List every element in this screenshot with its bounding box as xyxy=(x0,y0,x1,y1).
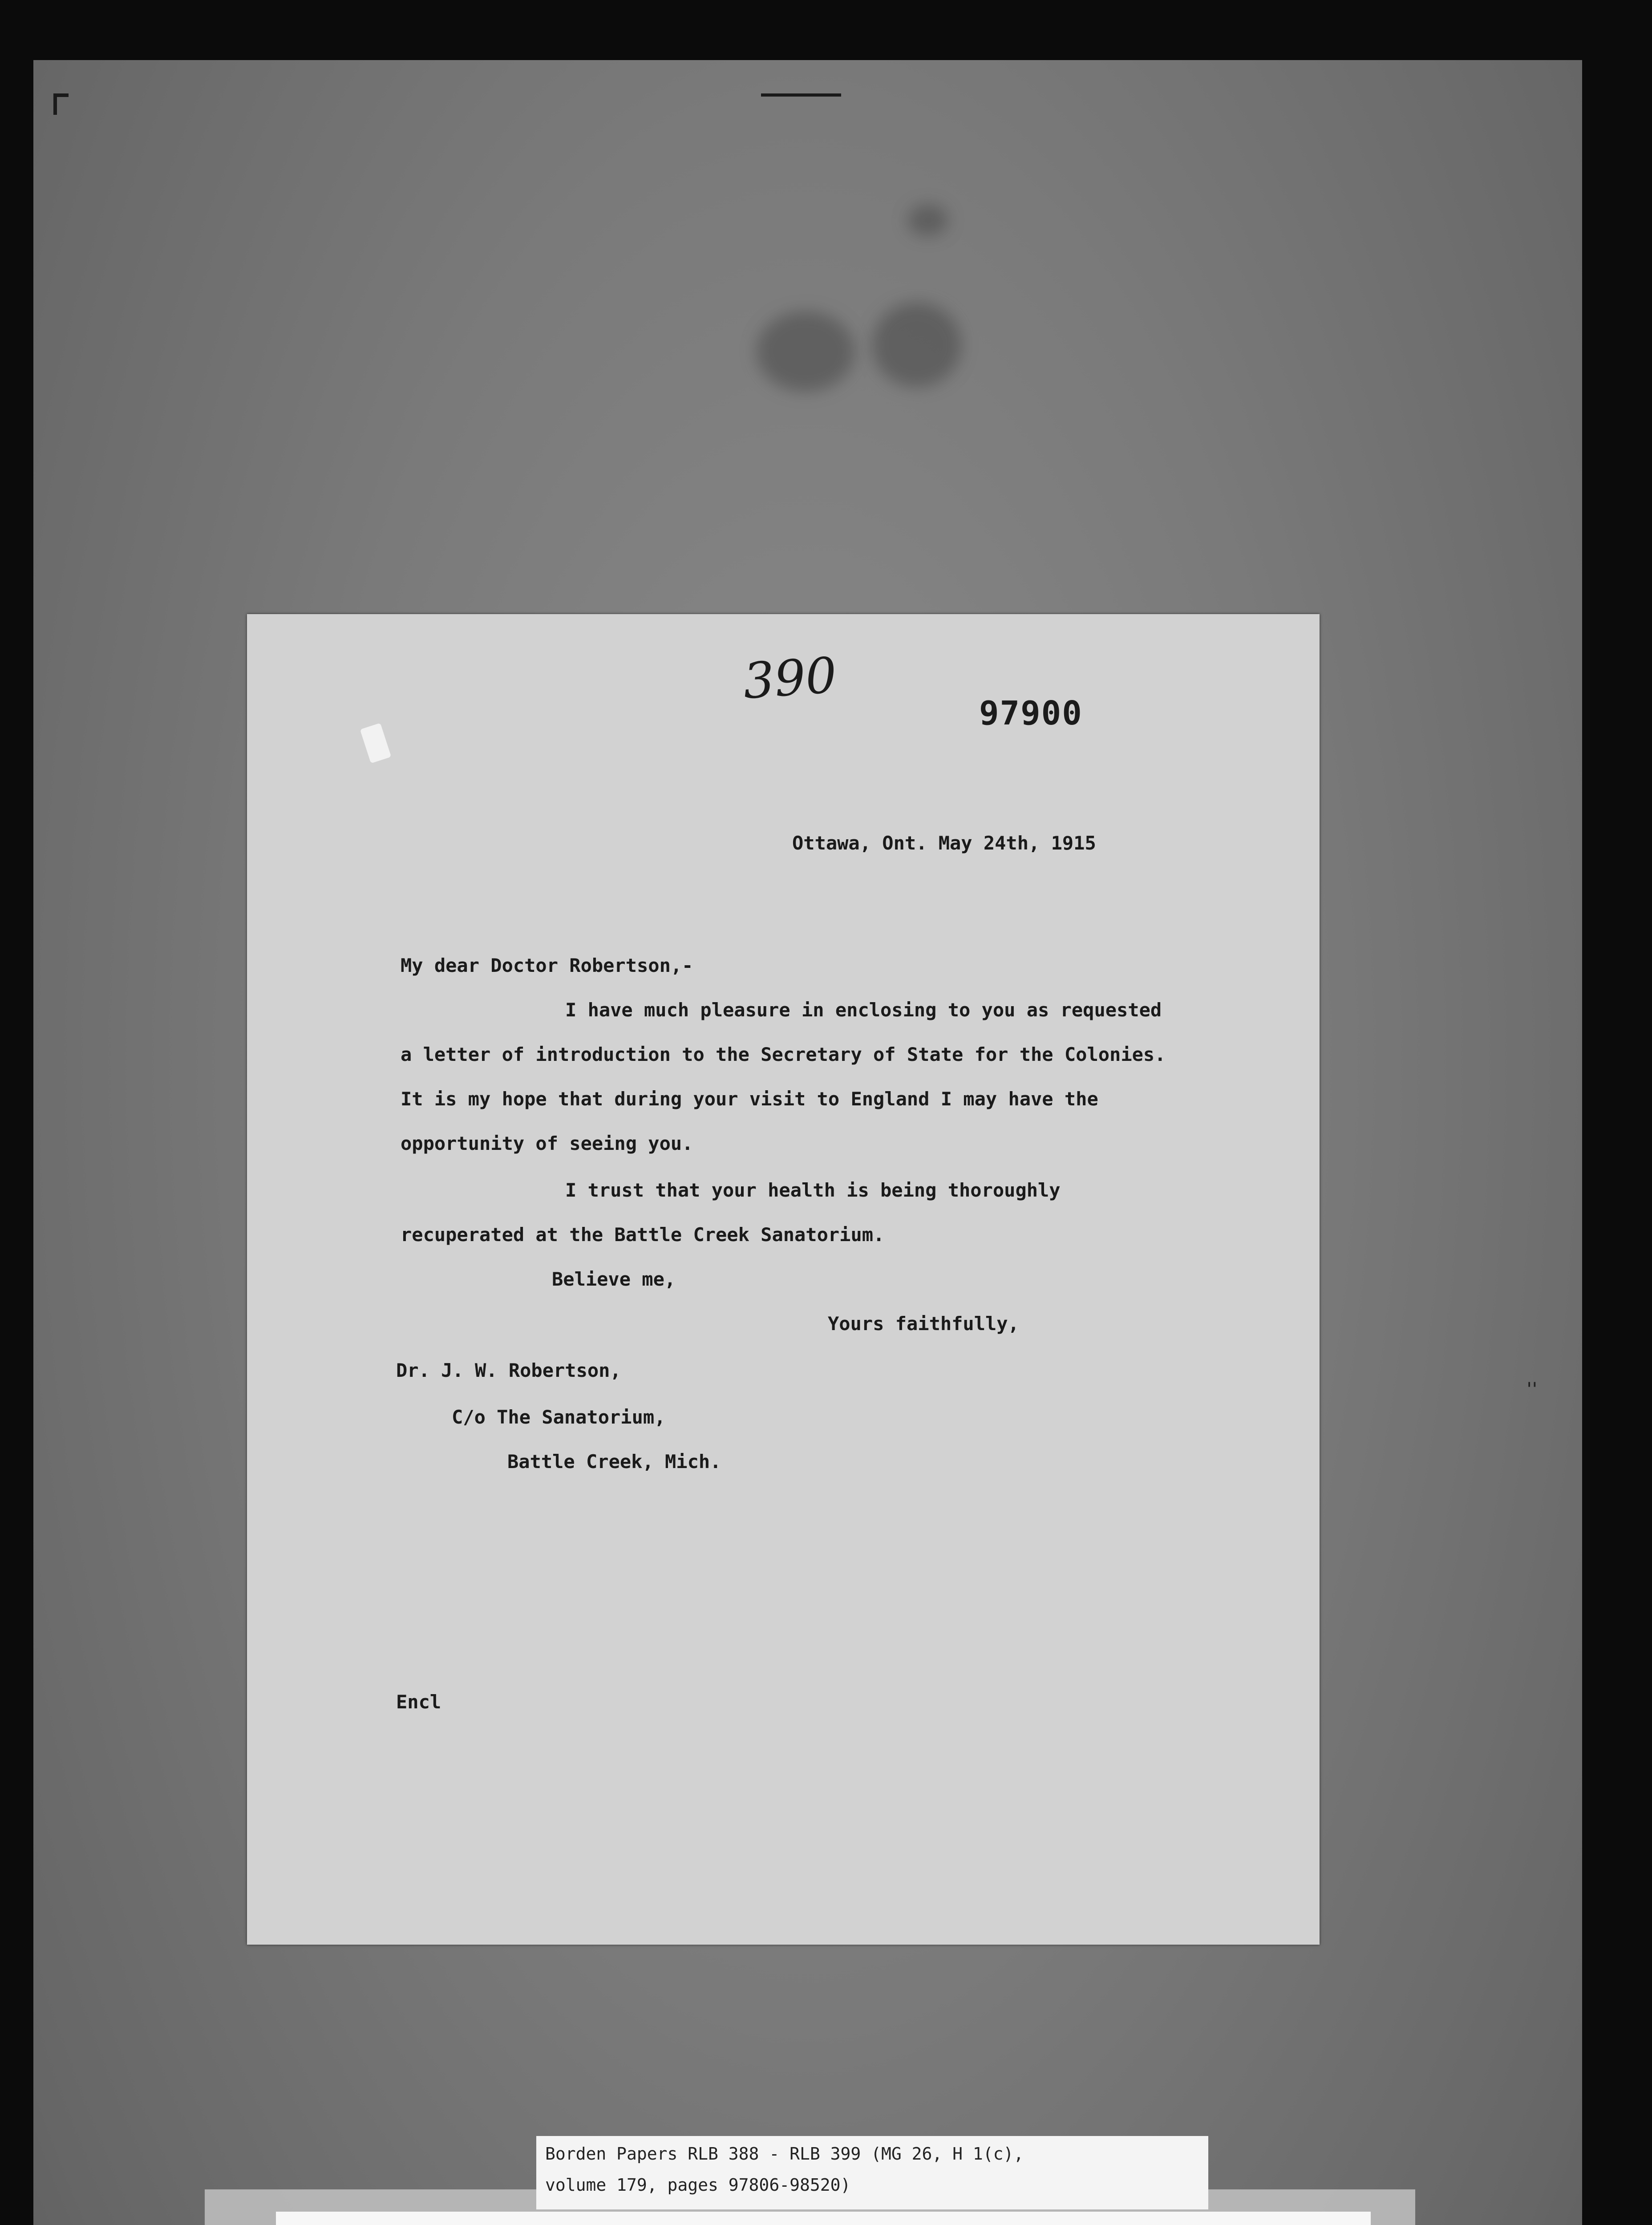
letter-body-line: a letter of introduction to the Secretary of State for the Colonies. xyxy=(401,1044,1166,1065)
reference-label xyxy=(536,2136,1208,2209)
reference-line: Borden Papers RLB 388 - RLB 399 (MG 26, H 1(c), xyxy=(545,2144,1024,2164)
corner-crop-mark xyxy=(53,93,69,115)
letter-closing: Believe me, xyxy=(552,1268,676,1290)
address-line: C/o The Sanatorium, xyxy=(452,1406,666,1428)
fingerprint-smudge xyxy=(908,205,948,236)
letter-body-line: I trust that your health is being thoroughly xyxy=(565,1179,1061,1201)
address-line: Battle Creek, Mich. xyxy=(507,1451,721,1473)
fingerprint-smudge xyxy=(872,303,961,387)
archive-card xyxy=(276,2212,1371,2225)
top-crop-mark xyxy=(761,93,841,97)
letter-place-date: Ottawa, Ont. May 24th, 1915 xyxy=(792,832,1096,854)
handwritten-number: 390 xyxy=(741,646,839,710)
letter-page xyxy=(247,614,1320,1945)
stamped-page-number: 97900 xyxy=(979,694,1083,732)
enclosure-note: Encl xyxy=(396,1691,441,1713)
reference-line: volume 179, pages 97806-98520) xyxy=(545,2175,851,2195)
fingerprint-smudge xyxy=(757,312,854,392)
letter-body-line: opportunity of seeing you. xyxy=(401,1133,693,1154)
letter-salutation: My dear Doctor Robertson,- xyxy=(401,955,693,976)
letter-body-line: recuperated at the Battle Creek Sanatorium. xyxy=(401,1224,885,1246)
address-line: Dr. J. W. Robertson, xyxy=(396,1359,621,1381)
letter-body-line: It is my hope that during your visit to England I may have the xyxy=(401,1088,1098,1110)
letter-signoff: Yours faithfully, xyxy=(828,1313,1019,1335)
edge-mark: ˈˈ xyxy=(1526,1380,1538,1400)
letter-body-line: I have much pleasure in enclosing to you as requested xyxy=(565,999,1162,1021)
